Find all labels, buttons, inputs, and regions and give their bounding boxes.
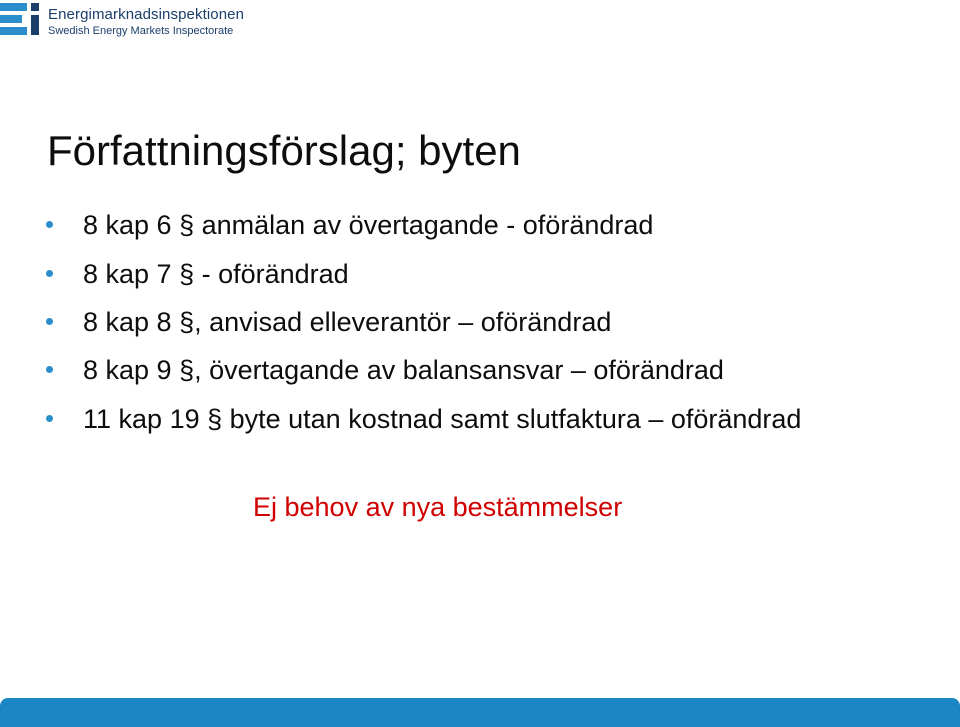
bullet-dot-icon bbox=[46, 270, 53, 277]
bullet-text: 8 kap 7 § - oförändrad bbox=[83, 259, 349, 289]
bullet-text: 8 kap 6 § anmälan av övertagande - oförändrad bbox=[83, 210, 654, 240]
bullet-item bbox=[83, 350, 863, 390]
bullet-item bbox=[83, 205, 863, 245]
bullet-dot-icon bbox=[46, 415, 53, 422]
bullet-text: 8 kap 9 §, övertagande av balansansvar – oförändrad bbox=[83, 355, 724, 385]
bullet-dot-icon bbox=[46, 221, 53, 228]
bullet-item bbox=[83, 302, 863, 342]
logo-subtitle: Swedish Energy Markets Inspectorate bbox=[48, 25, 234, 37]
logo-name: Energimarknadsinspektionen bbox=[48, 6, 245, 23]
bullet-dot-icon bbox=[46, 366, 53, 373]
bullet-item bbox=[83, 399, 803, 439]
bullet-item bbox=[83, 254, 863, 294]
ei-logo-icon bbox=[0, 0, 42, 42]
footer-bar bbox=[0, 698, 960, 727]
bullet-text: 8 kap 8 §, anvisad elleverantör – oförändrad bbox=[83, 307, 612, 337]
conclusion-note: Ej behov av nya bestämmelser bbox=[253, 492, 623, 522]
bullet-text: 11 kap 19 § byte utan kostnad samt slutfaktura – oförändrad bbox=[83, 404, 802, 434]
bullet-dot-icon bbox=[46, 318, 53, 325]
slide-title: Författningsförslag; byten bbox=[47, 127, 521, 174]
logo bbox=[0, 0, 300, 44]
